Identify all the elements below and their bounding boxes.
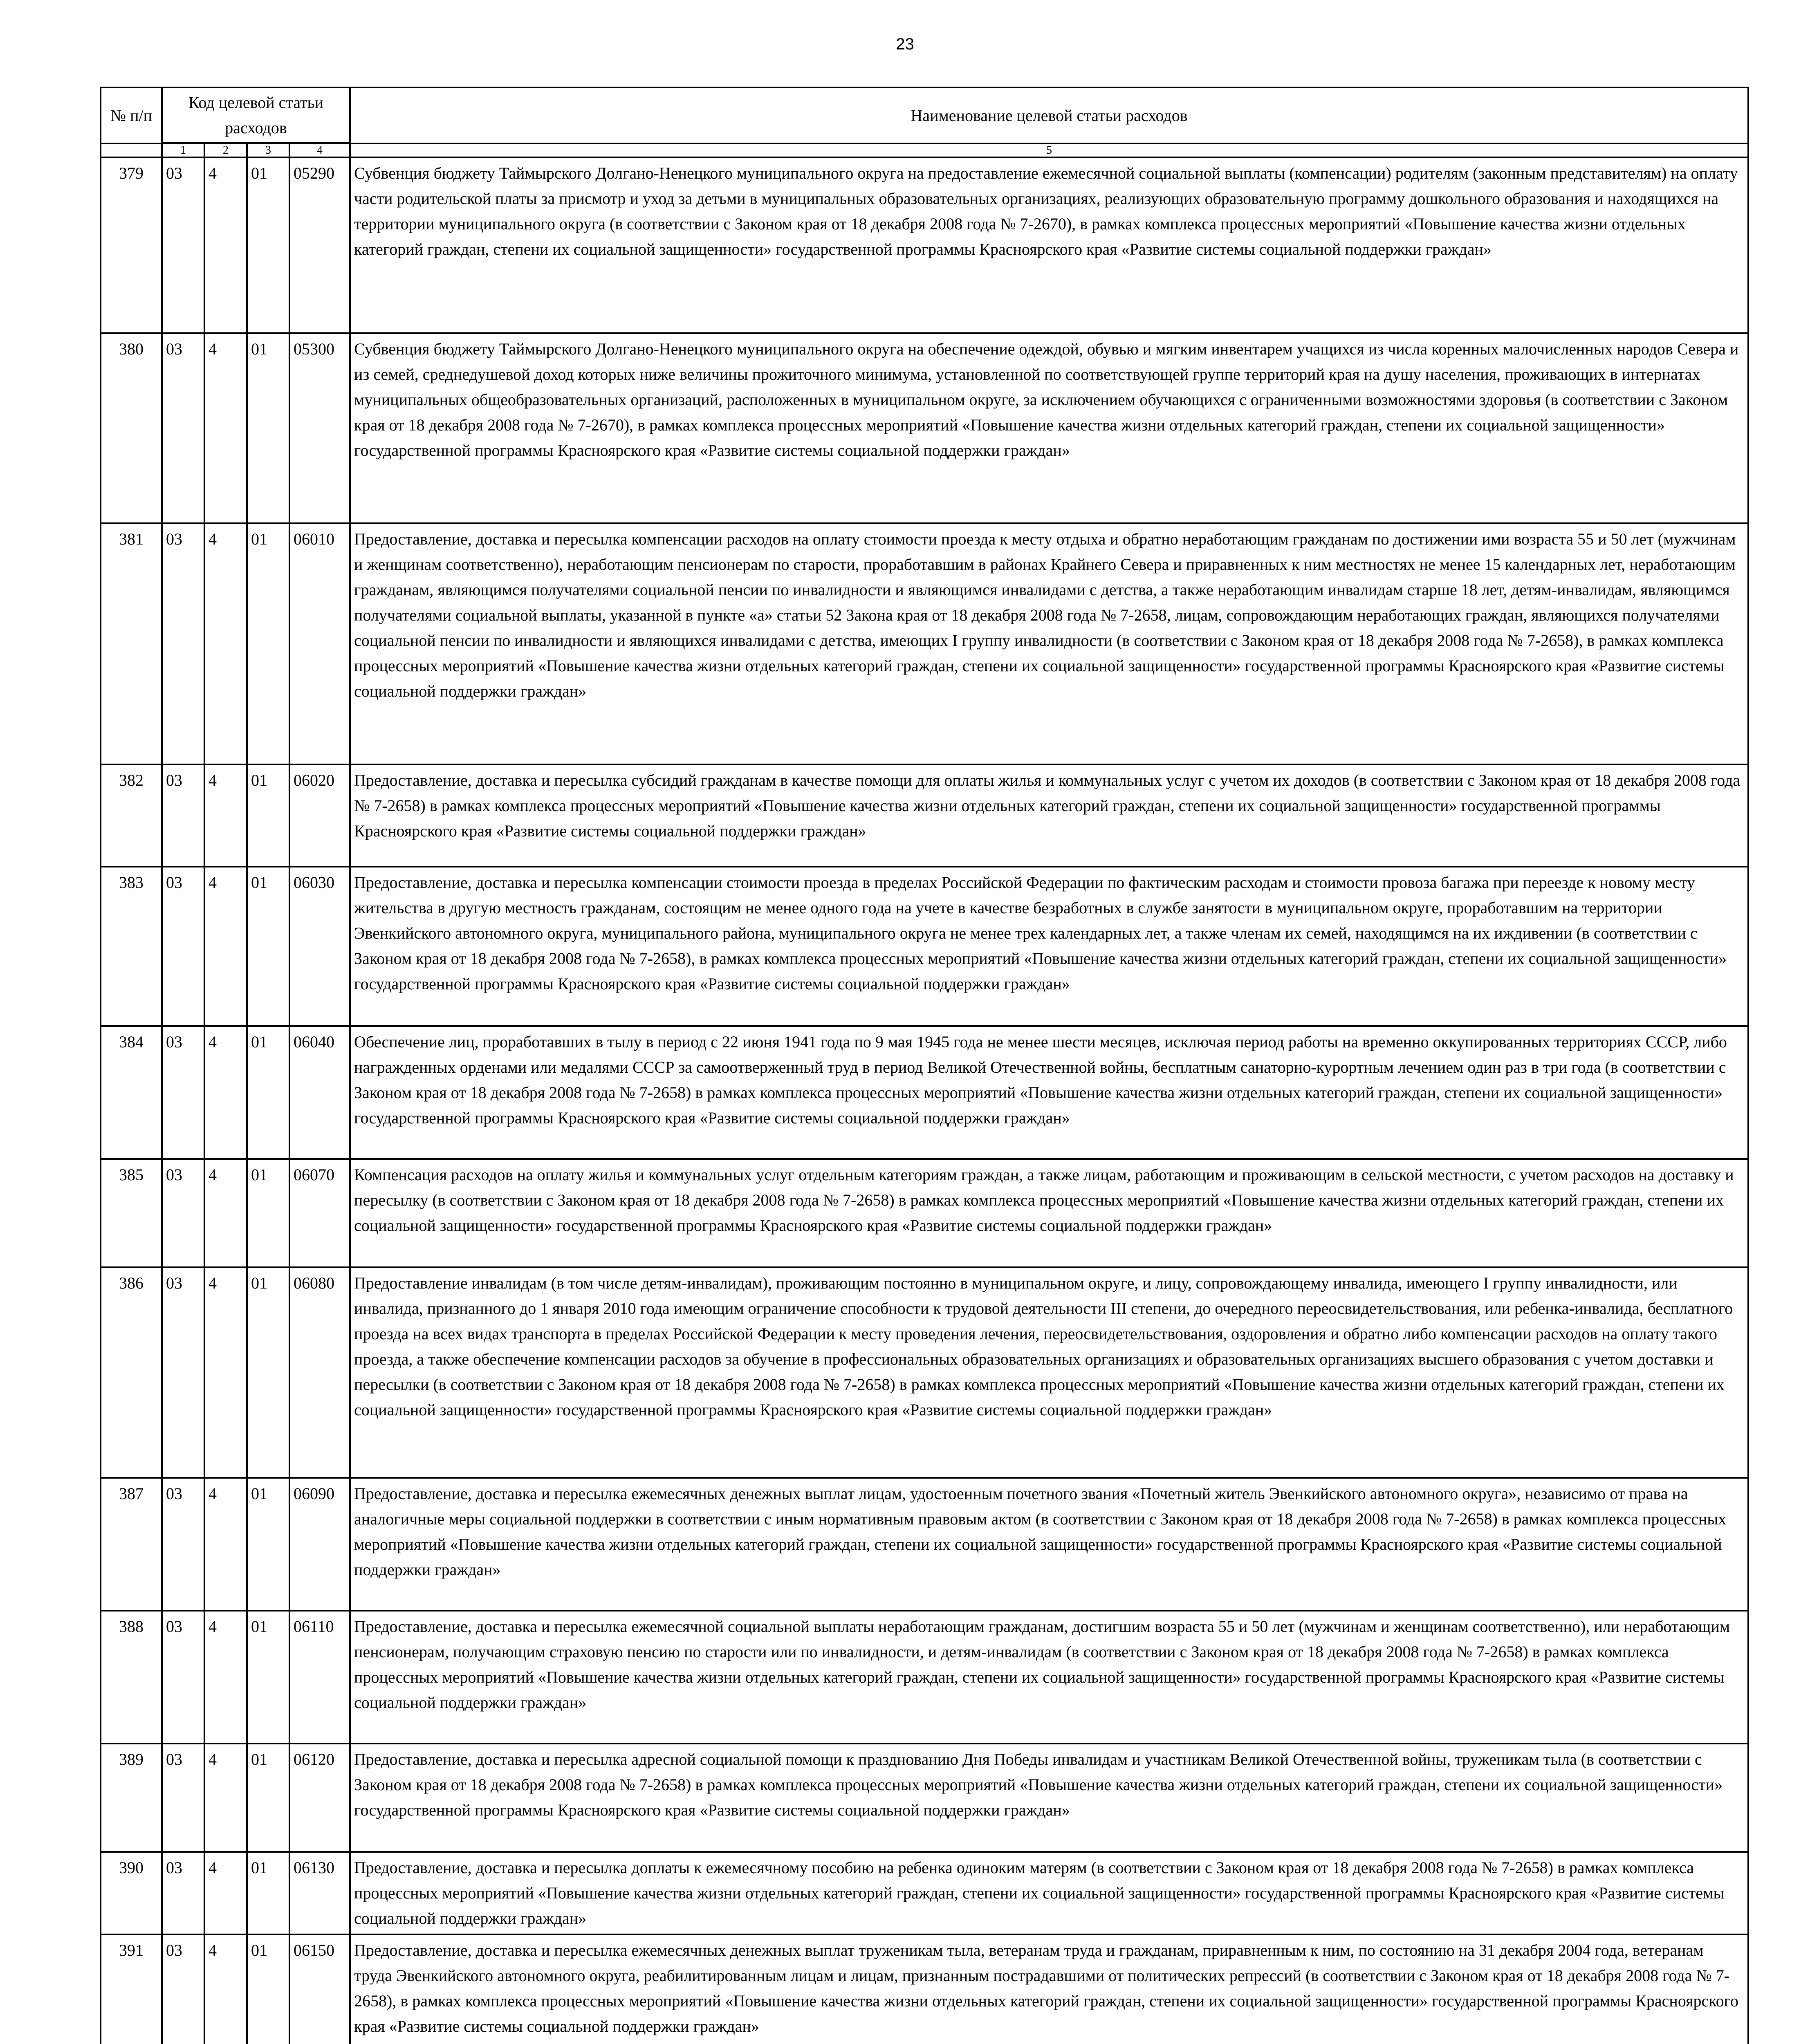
code-part-2: 4 [204, 523, 247, 764]
item-description: Обеспечение лиц, проработавших в тылу в период с 22 июня 1941 года по 9 мая 1945 года не менее шести месяцев, исключая период работы на временно оккупированных территориях СССР, либо награжденных орденами или медалями СССР за самоотверженный труд в период Великой Отечественной войны, бесплатным санаторно-курортным лечением один раз в три года (в соответствии с Законом края от 18 декабря 2008 года № 7-2658) в рамках комплекса процессных мероприятий «Повышение качества жизни отдельных категорий граждан, степени их социальной защищенности» государственной программы Красноярского края «Развитие системы социальной поддержки граждан» [350, 1026, 1748, 1159]
table-row [101, 867, 1748, 1026]
code-part-4: 06150 [289, 1934, 350, 2044]
code-part-2: 4 [204, 1611, 247, 1744]
index-cell [101, 143, 162, 157]
row-number: 386 [101, 1267, 162, 1478]
code-part-1: 03 [162, 1267, 204, 1478]
code-part-4: 05290 [289, 157, 350, 333]
table-row [101, 1934, 1748, 2044]
row-number: 384 [101, 1026, 162, 1159]
item-description: Предоставление, доставка и пересылка компенсации расходов на оплату стоимости проезда к месту отдыха и обратно неработающим гражданам по достижении ими возраста 55 и 50 лет (мужчинам и женщинам соответственно), неработающим пенсионерам по старости, проработавшим в районах Крайнего Севера и приравненных к ним местностях не менее 15 календарных лет, неработающим гражданам, являющимся получателями социальной пенсии по инвалидности и являющимся инвалидами с детства, а также неработающим инвалидам старше 18 лет, детям-инвалидам, являющимся получателями социальной выплаты, указанной в пункте «а» статьи 52 Закона края от 18 декабря 2008 года № 7-2658, лицам, сопровождающим неработающих граждан, являющихся получателями социальной пенсии по инвалидности и являющихся инвалидами с детства, имеющих I группу инвалидности (в соответствии с Законом края от 18 декабря 2008 года № 7-2658), в рамках комплекса процессных мероприятий «Повышение качества жизни отдельных категорий граждан, степени их социальной защищенности» государственной программы Красноярского края «Развитие системы социальной поддержки граждан» [350, 523, 1748, 764]
code-part-3: 01 [247, 764, 289, 867]
item-description: Предоставление, доставка и пересылка ежемесячных денежных выплат труженикам тыла, ветеранам труда и гражданам, приравненным к ним, по состоянию на 31 декабря 2004 года, ветеранам труда Эвенкийского автономного округа, реабилитированным лицам и лицам, признанным пострадавшими от политических репрессий (в соответствии с Законом края от 18 декабря 2008 года № 7-2658), в рамках комплекса процессных мероприятий «Повышение качества жизни отдельных категорий граждан, степени их социальной защищенности» государственной программы Красноярского края «Развитие системы социальной поддержки граждан» [350, 1934, 1748, 2044]
code-part-3: 01 [247, 1852, 289, 1934]
table-row [101, 1026, 1748, 1159]
code-part-4: 06110 [289, 1611, 350, 1744]
code-part-1: 03 [162, 867, 204, 1026]
row-number: 385 [101, 1159, 162, 1267]
header-number: № п/п [101, 87, 162, 143]
item-description: Предоставление, доставка и пересылка компенсации стоимости проезда в пределах Российской Федерации по фактическим расходам и стоимости провоза багажа при переезде к новому месту жительства в другую местность гражданам, состоящим не менее одного года на учете в качестве безработных в службе занятости в муниципальном округе, проработавшим на территории Эвенкийского автономного округа, муниципального района, муниципального округа не менее трех календарных лет, а также членам их семей, находящимся на их иждивении (в соответствии с Законом края от 18 декабря 2008 года № 7-2658), в рамках комплекса процессных мероприятий «Повышение качества жизни отдельных категорий граждан, степени их социальной защищенности» государственной программы Красноярского края «Развитие системы социальной поддержки граждан» [350, 867, 1748, 1026]
item-description: Субвенция бюджету Таймырского Долгано-Ненецкого муниципального округа на предоставление ежемесячной социальной выплаты (компенсации) родителям (законным представителям) на оплату части родительской платы за присмотр и уход за детьми в муниципальных образовательных организациях, реализующих образовательную программу дошкольного образования и находящихся на территории муниципального округа (в соответствии с Законом края от 18 декабря 2008 года № 7-2670), в рамках комплекса процессных мероприятий «Повышение качества жизни отдельных категорий граждан, степени их социальной защищенности» государственной программы Красноярского края «Развитие системы социальной поддержки граждан» [350, 157, 1748, 333]
table-row [101, 1852, 1748, 1934]
code-part-2: 4 [204, 1934, 247, 2044]
index-cell: 5 [350, 143, 1748, 157]
code-part-3: 01 [247, 1026, 289, 1159]
code-part-3: 01 [247, 867, 289, 1026]
code-part-2: 4 [204, 764, 247, 867]
row-number: 381 [101, 523, 162, 764]
header-row [101, 87, 1748, 143]
code-part-2: 4 [204, 1159, 247, 1267]
code-part-3: 01 [247, 157, 289, 333]
code-part-2: 4 [204, 867, 247, 1026]
item-description: Предоставление, доставка и пересылка доплаты к ежемесячному пособию на ребенка одиноким матерям (в соответствии с Законом края от 18 декабря 2008 года № 7-2658) в рамках комплекса процессных мероприятий «Повышение качества жизни отдельных категорий граждан, степени их социальной защищенности» государственной программы Красноярского края «Развитие системы социальной поддержки граждан» [350, 1852, 1748, 1934]
code-part-3: 01 [247, 333, 289, 523]
item-description: Субвенция бюджету Таймырского Долгано-Ненецкого муниципального округа на обеспечение одеждой, обувью и мягким инвентарем учащихся из числа коренных малочисленных народов Севера и из семей, среднедушевой доход которых ниже величины прожиточного минимума, установленной по соответствующей группе территорий края на душу населения, проживающих в интернатах муниципальных общеобразовательных организаций, расположенных в муниципальном округе, за исключением обучающихся с ограниченными возможностями здоровья (в соответствии с Законом края от 18 декабря 2008 года № 7-2670), в рамках комплекса процессных мероприятий «Повышение качества жизни отдельных категорий граждан, степени их социальной защищенности» государственной программы Красноярского края «Развитие системы социальной поддержки граждан» [350, 333, 1748, 523]
index-cell: 3 [247, 143, 289, 157]
code-part-3: 01 [247, 1744, 289, 1852]
table-row [101, 1478, 1748, 1611]
code-part-1: 03 [162, 1611, 204, 1744]
code-part-1: 03 [162, 764, 204, 867]
code-part-2: 4 [204, 1744, 247, 1852]
table-row [101, 1267, 1748, 1478]
code-part-1: 03 [162, 333, 204, 523]
code-part-2: 4 [204, 1478, 247, 1611]
code-part-4: 06070 [289, 1159, 350, 1267]
item-description: Предоставление, доставка и пересылка ежемесячной социальной выплаты неработающим гражданам, достигшим возраста 55 и 50 лет (мужчинам и женщинам соответственно), или неработающим пенсионерам, получающим страховую пенсию по старости или по инвалидности, и детям-инвалидам (в соответствии с Законом края от 18 декабря 2008 года № 7-2658) в рамках комплекса процессных мероприятий «Повышение качества жизни отдельных категорий граждан, степени их социальной защищенности» государственной программы Красноярского края «Развитие системы социальной поддержки граждан» [350, 1611, 1748, 1744]
code-part-4: 06020 [289, 764, 350, 867]
table-row [101, 157, 1748, 333]
row-number: 382 [101, 764, 162, 867]
item-description: Предоставление, доставка и пересылка адресной социальной помощи к празднованию Дня Победы инвалидам и участникам Великой Отечественной войны, труженикам тыла (в соответствии с Законом края от 18 декабря 2008 года № 7-2658) в рамках комплекса процессных мероприятий «Повышение качества жизни отдельных категорий граждан, степени их социальной защищенности» государственной программы Красноярского края «Развитие системы социальной поддержки граждан» [350, 1744, 1748, 1852]
code-part-2: 4 [204, 333, 247, 523]
index-cell: 1 [162, 143, 204, 157]
code-part-2: 4 [204, 1026, 247, 1159]
code-part-4: 05300 [289, 333, 350, 523]
code-part-3: 01 [247, 1478, 289, 1611]
code-part-4: 06120 [289, 1744, 350, 1852]
code-part-1: 03 [162, 157, 204, 333]
code-part-1: 03 [162, 523, 204, 764]
index-cell: 2 [204, 143, 247, 157]
code-part-3: 01 [247, 1611, 289, 1744]
code-part-4: 06030 [289, 867, 350, 1026]
header-code: Код целевой статьи расходов [162, 87, 350, 143]
code-part-4: 06010 [289, 523, 350, 764]
row-number: 379 [101, 157, 162, 333]
row-number: 380 [101, 333, 162, 523]
code-part-1: 03 [162, 1478, 204, 1611]
index-row [101, 143, 1748, 157]
row-number: 391 [101, 1934, 162, 2044]
code-part-4: 06130 [289, 1852, 350, 1934]
code-part-3: 01 [247, 523, 289, 764]
code-part-4: 06090 [289, 1478, 350, 1611]
row-number: 387 [101, 1478, 162, 1611]
row-number: 388 [101, 1611, 162, 1744]
item-description: Предоставление, доставка и пересылка ежемесячных денежных выплат лицам, удостоенным почетного звания «Почетный житель Эвенкийского автономного округа», независимо от права на аналогичные меры социальной поддержки в соответствии с иным нормативным правовым актом (в соответствии с Законом края от 18 декабря 2008 года № 7-2658) в рамках комплекса процессных мероприятий «Повышение качества жизни отдельных категорий граждан, степени их социальной защищенности» государственной программы Красноярского края «Развитие системы социальной поддержки граждан» [350, 1478, 1748, 1611]
budget-table [100, 87, 1749, 2044]
code-part-3: 01 [247, 1159, 289, 1267]
row-number: 389 [101, 1744, 162, 1852]
code-part-2: 4 [204, 1852, 247, 1934]
code-part-1: 03 [162, 1852, 204, 1934]
code-part-3: 01 [247, 1934, 289, 2044]
index-cell: 4 [289, 143, 350, 157]
header-name: Наименование целевой статьи расходов [350, 87, 1748, 143]
code-part-4: 06040 [289, 1026, 350, 1159]
table-row [101, 1159, 1748, 1267]
table-row [101, 1744, 1748, 1852]
item-description: Компенсация расходов на оплату жилья и коммунальных услуг отдельным категориям граждан, а также лицам, работающим и проживающим в сельской местности, с учетом расходов на доставку и пересылку (в соответствии с Законом края от 18 декабря 2008 года № 7-2658) в рамках комплекса процессных мероприятий «Повышение качества жизни отдельных категорий граждан, степени их социальной защищенности» государственной программы Красноярского края «Развитие системы социальной поддержки граждан» [350, 1159, 1748, 1267]
table-row [101, 523, 1748, 764]
code-part-1: 03 [162, 1159, 204, 1267]
item-description: Предоставление инвалидам (в том числе детям-инвалидам), проживающим постоянно в муниципальном округе, и лицу, сопровождающему инвалида, имеющего I группу инвалидности, или инвалида, признанного до 1 января 2010 года имеющим ограничение способности к трудовой деятельности III степени, до очередного переосвидетельствования, или ребенка-инвалида, бесплатного проезда на всех видах транспорта в пределах Российской Федерации к месту проведения лечения, переосвидетельствования, оздоровления и обратно либо компенсации расходов на оплату такого проезда, а также обеспечение компенсации расходов за обучение в профессиональных образовательных организациях и образовательных организациях высшего образования с учетом доставки и пересылки (в соответствии с Законом края от 18 декабря 2008 года № 7-2658) в рамках комплекса процессных мероприятий «Повышение качества жизни отдельных категорий граждан, степени их социальной защищенности» государственной программы Красноярского края «Развитие системы социальной поддержки граждан» [350, 1267, 1748, 1478]
table-row [101, 764, 1748, 867]
row-number: 383 [101, 867, 162, 1026]
code-part-4: 06080 [289, 1267, 350, 1478]
row-number: 390 [101, 1852, 162, 1934]
code-part-2: 4 [204, 157, 247, 333]
item-description: Предоставление, доставка и пересылка субсидий гражданам в качестве помощи для оплаты жилья и коммунальных услуг с учетом их доходов (в соответствии с Законом края от 18 декабря 2008 года № 7-2658) в рамках комплекса процессных мероприятий «Повышение качества жизни отдельных категорий граждан, степени их социальной защищенности» государственной программы Красноярского края «Развитие системы социальной поддержки граждан» [350, 764, 1748, 867]
code-part-1: 03 [162, 1026, 204, 1159]
table-row [101, 333, 1748, 523]
code-part-3: 01 [247, 1267, 289, 1478]
code-part-1: 03 [162, 1744, 204, 1852]
table-row [101, 1611, 1748, 1744]
page-number: 23 [896, 35, 914, 53]
code-part-1: 03 [162, 1934, 204, 2044]
code-part-2: 4 [204, 1267, 247, 1478]
